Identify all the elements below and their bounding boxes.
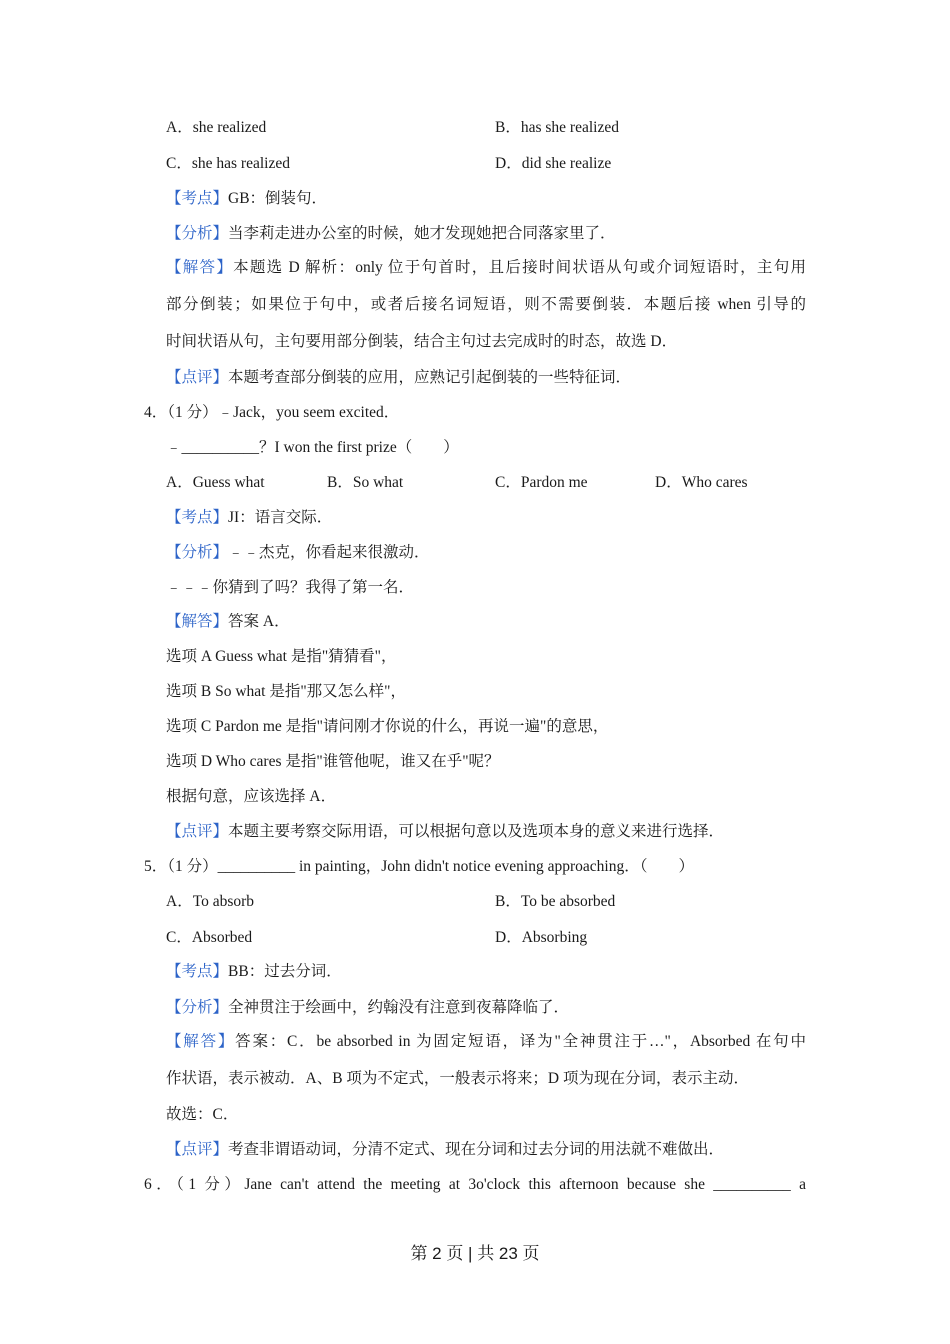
kaodian-text: BB：过去分词． <box>228 963 342 980</box>
kaodian-tag: 【考点】 <box>166 963 229 980</box>
question-stem: 4．（1 分）﹣Jack，you seem excited． <box>144 404 400 421</box>
dianping-tag: 【点评】 <box>166 1141 229 1158</box>
jieda-line: 时间状语从句，主句要用部分倒装，结合主句过去完成时的时态，故选 D． <box>166 333 678 350</box>
option-a: A．she realized <box>166 119 267 136</box>
dianping-text: 本题主要考察交际用语，可以根据句意以及选项本身的意义来进行选择． <box>228 823 725 840</box>
dianping-row <box>166 1140 724 1160</box>
page-footer: 第 2 页 | 共 23 页 <box>410 1244 540 1263</box>
jieda-row <box>166 612 290 632</box>
dianping-tag: 【点评】 <box>166 369 229 386</box>
option-c: C．Absorbed <box>166 929 253 946</box>
option-b: B．So what <box>327 474 404 491</box>
option-b: B．To be absorbed <box>495 893 616 910</box>
explain-line: 选项 D Who cares 是指"谁管他呢，谁又在乎"呢？ <box>166 753 500 770</box>
jieda-tag: 【解答】 <box>166 259 234 276</box>
kaodian-row <box>166 962 342 982</box>
fenxi-row <box>166 998 569 1018</box>
question-stem-2: ﹣__________？I won the first prize（ ） <box>166 439 459 456</box>
jieda-line: 作状语，表示被动．A、B 项为不定式，一般表示将来；D 项为现在分词，表示主动． <box>166 1070 749 1087</box>
question-stem: 5．（1 分）__________ in painting，John didn't notice evening approaching．（ ） <box>144 858 694 875</box>
fenxi-text: 当李莉走进办公室的时候，她才发现她把合同落家里了． <box>228 225 616 242</box>
explain-line: 选项 B So what 是指"那又怎么样"， <box>166 683 406 700</box>
dianping-text: 考查非谓语动词，分清不定式、现在分词和过去分词的用法就不难做出． <box>228 1141 725 1158</box>
option-c: C．she has realized <box>166 155 290 172</box>
fenxi-line: ﹣﹣﹣你猜到了吗？我得了第一名． <box>166 579 415 596</box>
fenxi-text: ﹣﹣杰克，你看起来很激动． <box>228 544 430 561</box>
fenxi-row <box>166 224 616 244</box>
explain-line: 根据句意，应该选择 A． <box>166 788 337 805</box>
kaodian-tag: 【考点】 <box>166 509 229 526</box>
fenxi-text: 全神贯注于绘画中，约翰没有注意到夜幕降临了． <box>228 999 570 1016</box>
dianping-row <box>166 368 631 388</box>
fenxi-tag: 【分析】 <box>166 999 229 1016</box>
explain-line: 选项 A Guess what 是指"猜猜看"， <box>166 648 397 665</box>
jieda-tag: 【解答】 <box>166 613 229 630</box>
jieda-line: 部分倒装；如果位于句中，或者后接名词短语，则不需要倒装．本题后接 when 引导的 <box>166 296 806 313</box>
option-d: D．Who cares <box>655 474 748 491</box>
option-c: C．Pardon me <box>495 474 588 491</box>
option-d: D．Absorbing <box>495 929 588 946</box>
jieda-text: 答案 A． <box>228 613 290 630</box>
dianping-tag: 【点评】 <box>166 823 229 840</box>
dianping-text: 本题考查部分倒装的应用，应熟记引起倒装的一些特征词． <box>228 369 632 386</box>
kaodian-text: JI：语言交际． <box>228 509 333 526</box>
jieda-tag: 【解答】 <box>166 1033 236 1050</box>
kaodian-tag: 【考点】 <box>166 190 229 207</box>
jieda-row <box>166 1032 806 1052</box>
jieda-text: 答案：C．be absorbed in 为固定短语，译为"全神贯注于…"，Absorbed 在句中 <box>235 1033 806 1050</box>
jieda-row <box>166 258 806 278</box>
option-d: D．did she realize <box>495 155 612 172</box>
option-a: A．To absorb <box>166 893 255 910</box>
jieda-text: 本题选 D 解析：only 位于句首时，且后接时间状语从句或介词短语时，主句用 <box>233 259 806 276</box>
question-stem: 6．（1 分）Jane can't attend the meeting at 3o'clock this afternoon because she __________ a <box>144 1176 806 1193</box>
jieda-line: 故选：C． <box>166 1106 239 1123</box>
explain-line: 选项 C Pardon me 是指"请问刚才你说的什么，再说一遍"的意思， <box>166 718 609 735</box>
fenxi-tag: 【分析】 <box>166 225 229 242</box>
kaodian-text: GB：倒装句． <box>228 190 328 207</box>
fenxi-row <box>166 543 430 563</box>
option-a: A．Guess what <box>166 474 265 491</box>
kaodian-row <box>166 189 327 209</box>
kaodian-row <box>166 508 332 528</box>
fenxi-tag: 【分析】 <box>166 544 229 561</box>
option-b: B．has she realized <box>495 119 619 136</box>
dianping-row <box>166 822 724 842</box>
